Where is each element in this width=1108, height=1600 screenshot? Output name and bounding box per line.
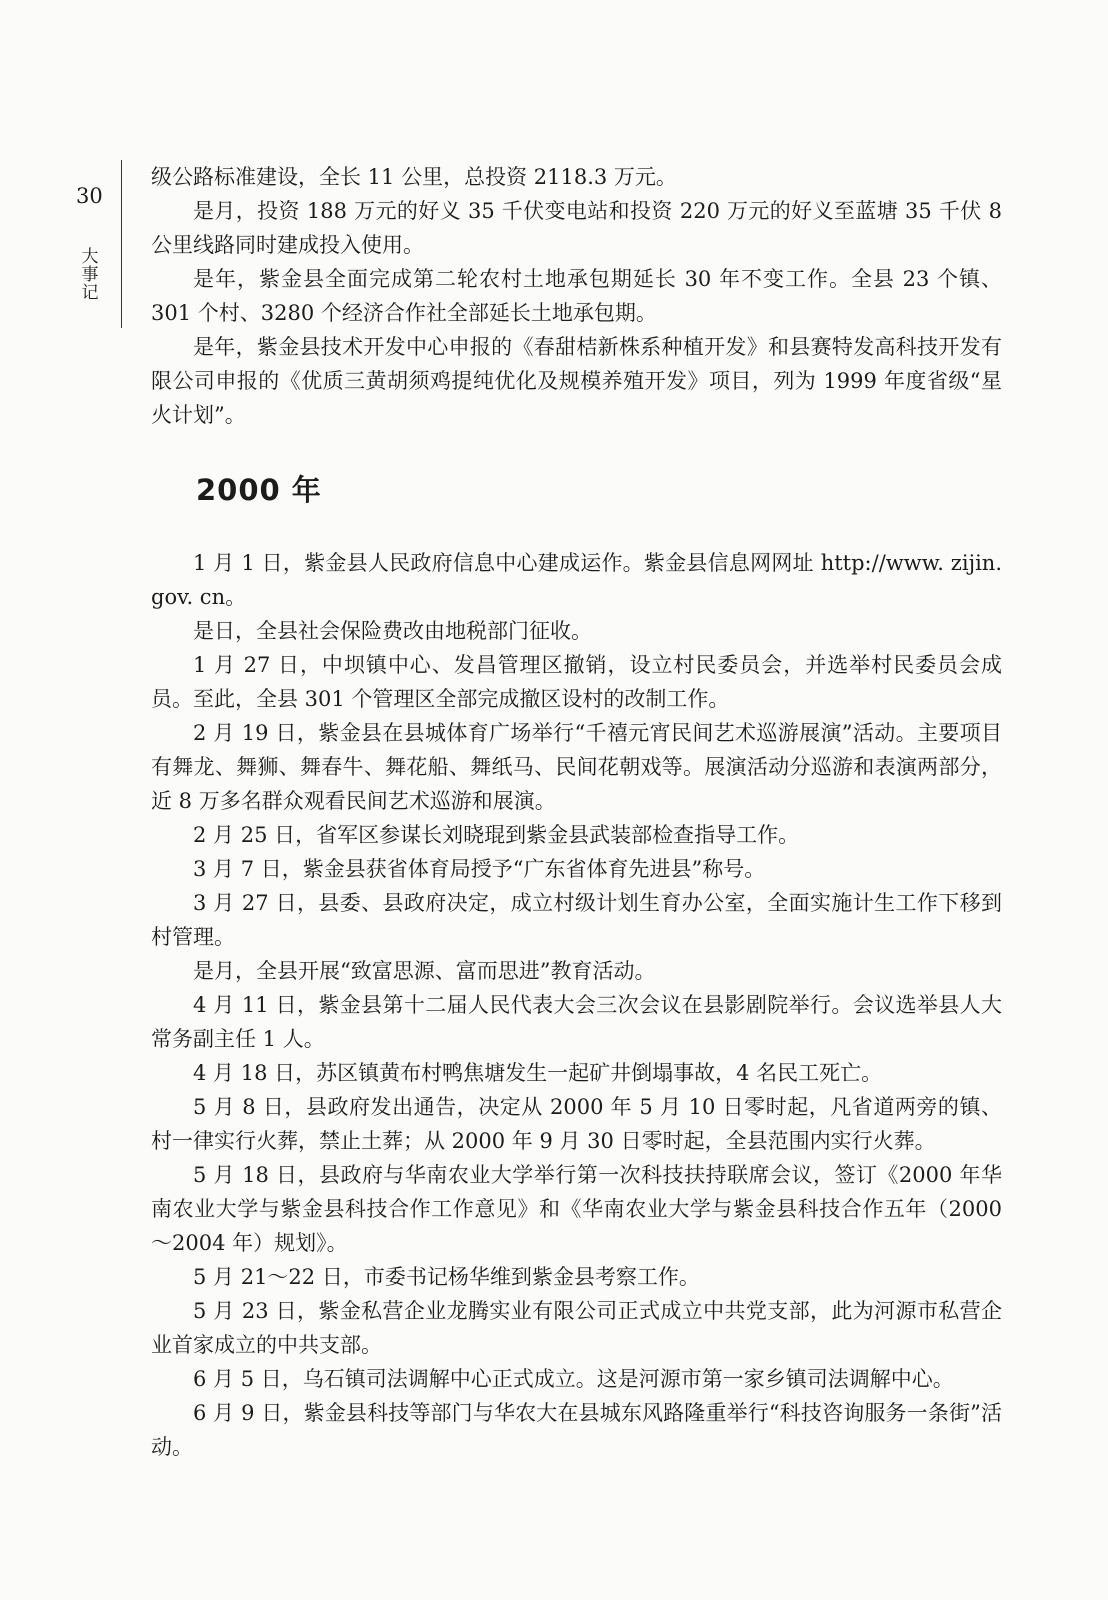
page-number: 30 bbox=[76, 184, 103, 208]
paragraph: 3 月 27 日，县委、县政府决定，成立村级计划生育办公室，全面实施计生工作下移到村管理。 bbox=[151, 891, 1002, 949]
paragraph: 是日，全县社会保险费改由地税部门征收。 bbox=[193, 619, 592, 643]
paragraph: 4 月 18 日，苏区镇黄布村鸭焦塘发生一起矿井倒塌事故，4 名民工死亡。 bbox=[193, 1061, 883, 1085]
paragraph: 2 月 19 日，紫金县在县城体育广场举行“千禧元宵民间艺术巡游展演”活动。主要项目有舞龙、舞狮、舞春牛、舞花船、舞纸马、民间花朝戏等。展演活动分巡游和表演两部分，近 8 万多名群众观看民间艺术巡游和展演。 bbox=[151, 721, 1002, 813]
paragraph: 1 月 1 日，紫金县人民政府信息中心建成运作。紫金县信息网网址 http://www. zijin. gov. cn。 bbox=[151, 551, 1002, 609]
paragraph: 是月，投资 188 万元的好义 35 千伏变电站和投资 220 万元的好义至蓝塘 35 千伏 8 公里线路同时建成投入使用。 bbox=[151, 199, 1002, 257]
paragraph: 是年，紫金县技术开发中心申报的《春甜桔新株系种植开发》和县赛特发高科技开发有限公司申报的《优质三黄胡须鸡提纯优化及规模养殖开发》项目，列为 1999 年度省级“星火计划”。 bbox=[151, 335, 1002, 427]
chapter-label-char: 事 bbox=[81, 265, 99, 285]
chapter-label bbox=[80, 248, 100, 302]
margin-rule bbox=[121, 160, 122, 328]
paragraph: 2 月 25 日，省军区参谋长刘晓琨到紫金县武装部检查指导工作。 bbox=[193, 823, 800, 847]
paragraph: 3 月 7 日，紫金县获省体育局授予“广东省体育先进县”称号。 bbox=[193, 857, 766, 881]
paragraph: 5 月 8 日，县政府发出通告，决定从 2000 年 5 月 10 日零时起，凡省道两旁的镇、村一律实行火葬，禁止土葬；从 2000 年 9 月 30 日零时起，全县范围内实行火葬。 bbox=[151, 1095, 1002, 1153]
chapter-label-char: 记 bbox=[81, 283, 99, 303]
paragraph: 是月，全县开展“致富思源、富而思进”教育活动。 bbox=[193, 959, 656, 983]
paragraph: 5 月 18 日，县政府与华南农业大学举行第一次科技扶持联席会议，签订《2000 年华南农业大学与紫金县科技合作工作意见》和《华南农业大学与紫金县科技合作五年（2000～2004 年）规划》。 bbox=[151, 1163, 1002, 1255]
paragraph: 5 月 23 日，紫金私营企业龙腾实业有限公司正式成立中共党支部，此为河源市私营企业首家成立的中共支部。 bbox=[151, 1299, 1002, 1357]
paragraph: 是年，紫金县全面完成第二轮农村土地承包期延长 30 年不变工作。全县 23 个镇、301 个村、3280 个经济合作社全部延长土地承包期。 bbox=[151, 267, 1002, 325]
paragraph: 6 月 9 日，紫金县科技等部门与华农大在县城东风路隆重举行“科技咨询服务一条街”活动。 bbox=[151, 1401, 1002, 1459]
paragraph: 5 月 21～22 日，市委书记杨华维到紫金县考察工作。 bbox=[193, 1265, 700, 1289]
paragraph: 4 月 11 日，紫金县第十二届人民代表大会三次会议在县影剧院举行。会议选举县人大常务副主任 1 人。 bbox=[151, 993, 1002, 1051]
section-heading-2000: 2000 年 bbox=[196, 473, 322, 507]
section-1999-body bbox=[151, 160, 1002, 432]
section-2000-body bbox=[151, 546, 1002, 1464]
chapter-label-char: 大 bbox=[81, 247, 99, 267]
paragraph: 1 月 27 日，中坝镇中心、发昌管理区撤销，设立村民委员会，并选举村民委员会成员。至此，全县 301 个管理区全部完成撤区设村的改制工作。 bbox=[151, 653, 1002, 711]
paragraph: 级公路标准建设，全长 11 公里，总投资 2118.3 万元。 bbox=[151, 165, 677, 189]
paragraph: 6 月 5 日，乌石镇司法调解中心正式成立。这是河源市第一家乡镇司法调解中心。 bbox=[193, 1367, 954, 1391]
